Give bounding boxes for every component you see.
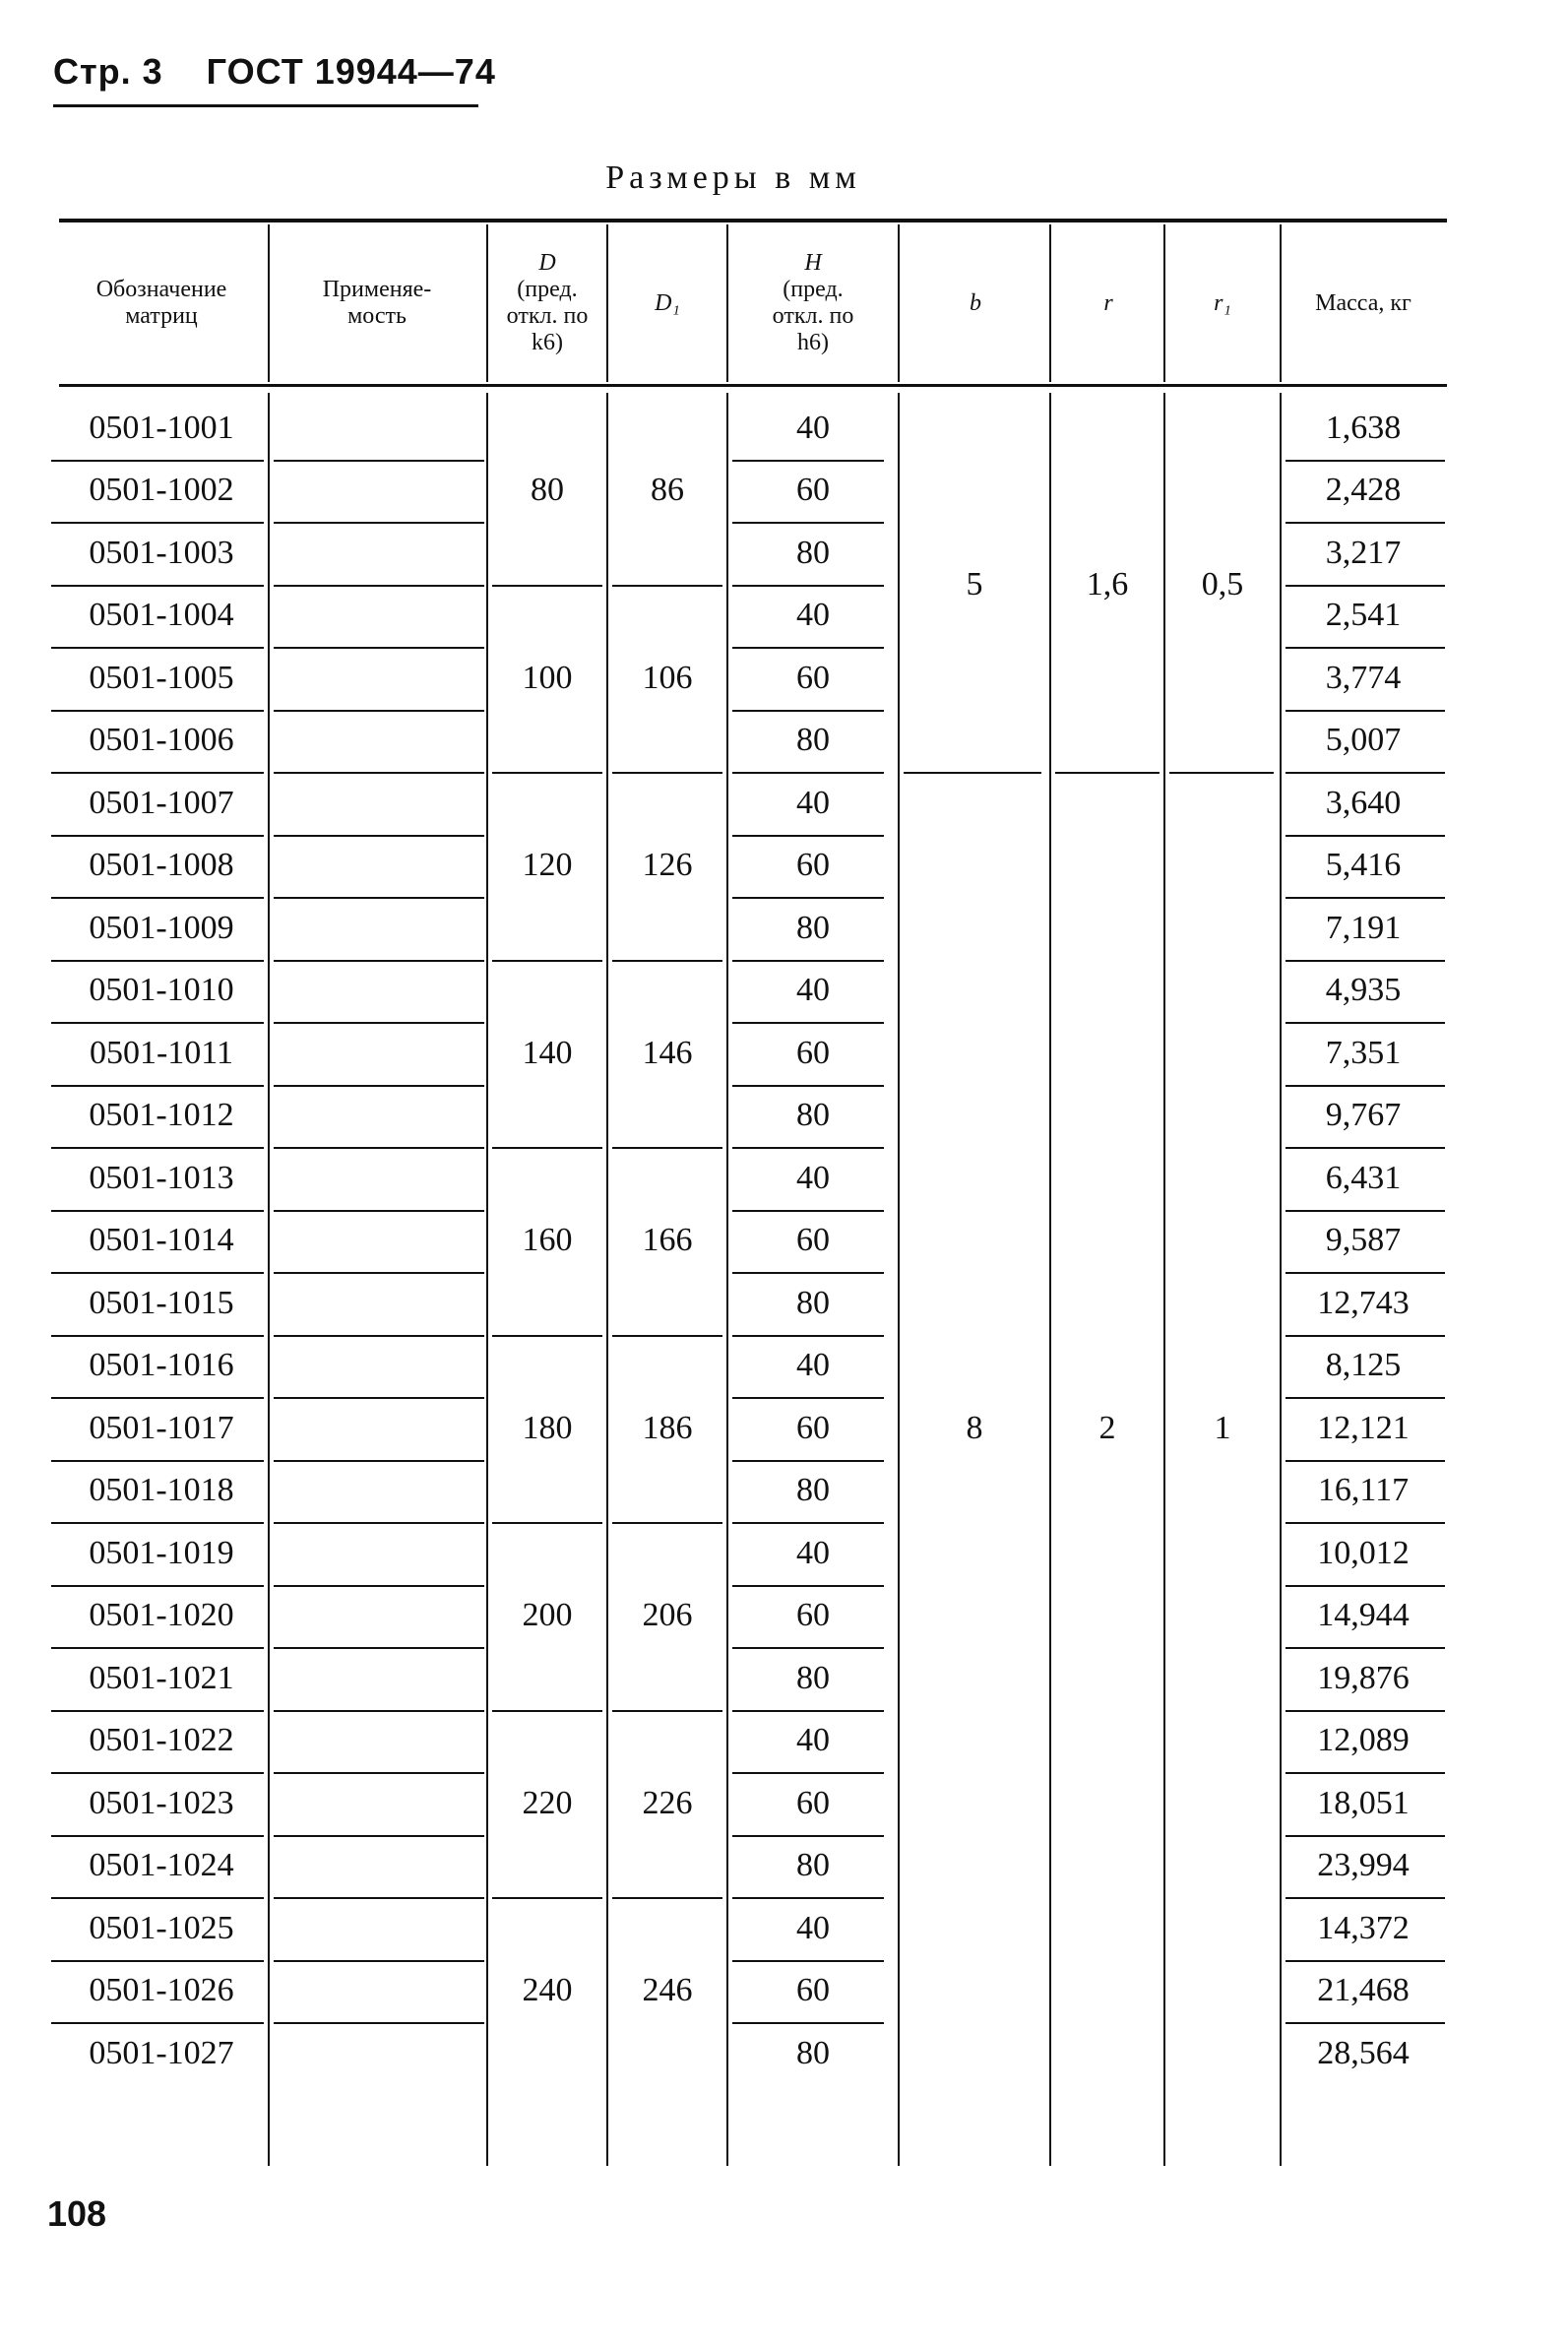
row-rule <box>274 460 484 462</box>
group-d1: 246 <box>642 1972 693 2009</box>
group-d: 80 <box>531 472 564 509</box>
row-designation: 0501-1025 <box>89 1909 234 1946</box>
page-label: Стр. 3 <box>53 51 163 92</box>
row-h: 40 <box>796 1534 830 1571</box>
row-mass: 28,564 <box>1317 2034 1410 2071</box>
col-mass: Масса, кг <box>1315 289 1411 316</box>
row-rule <box>274 1897 484 1899</box>
row-h: 80 <box>796 1284 830 1321</box>
row-rule <box>274 647 484 649</box>
row-mass: 16,117 <box>1317 1472 1410 1509</box>
group-d1: 146 <box>642 1034 693 1071</box>
row-h: 40 <box>796 1909 830 1946</box>
row-rule <box>274 1460 484 1462</box>
units-caption: Размеры в мм <box>605 159 861 196</box>
row-mass: 5,416 <box>1325 847 1402 884</box>
row-designation: 0501-1013 <box>89 1159 234 1196</box>
row-h: 80 <box>796 1659 830 1696</box>
group-r1: 1 <box>1214 1409 1231 1446</box>
row-mass: 7,351 <box>1325 1034 1402 1071</box>
row-mass: 9,767 <box>1325 1097 1402 1134</box>
group-d: 180 <box>522 1409 573 1446</box>
row-designation: 0501-1020 <box>89 1597 234 1634</box>
group-d: 140 <box>522 1034 573 1071</box>
row-rule <box>274 1210 484 1212</box>
row-h: 60 <box>796 659 830 696</box>
row-designation: 0501-1015 <box>89 1284 234 1321</box>
row-designation: 0501-1021 <box>89 1659 234 1696</box>
row-rule <box>274 1397 484 1399</box>
row-designation: 0501-1019 <box>89 1534 234 1571</box>
column-divider <box>268 224 270 382</box>
group-d1: 166 <box>642 1222 693 1259</box>
header-underline <box>53 104 478 107</box>
row-designation: 0501-1003 <box>89 534 234 571</box>
row-designation: 0501-1009 <box>89 909 234 946</box>
group-d: 200 <box>522 1597 573 1634</box>
row-rule <box>274 1647 484 1649</box>
column-divider <box>606 224 608 382</box>
row-designation: 0501-1005 <box>89 659 234 696</box>
row-rule <box>274 585 484 587</box>
group-d1: 226 <box>642 1784 693 1821</box>
row-designation: 0501-1016 <box>89 1347 234 1384</box>
col-designation: Обозначение матриц <box>95 277 227 329</box>
row-rule <box>274 1147 484 1149</box>
table-top-rule <box>59 219 1447 222</box>
group-d1: 86 <box>651 472 684 509</box>
row-mass: 21,468 <box>1317 1972 1410 2009</box>
col-h: H (пред. откл. по h6) <box>772 250 854 355</box>
group-d1: 106 <box>642 659 693 696</box>
row-rule <box>274 1522 484 1524</box>
row-rule <box>274 1272 484 1274</box>
page-header <box>53 51 496 93</box>
row-rule <box>274 1585 484 1587</box>
row-mass: 9,587 <box>1325 1222 1402 1259</box>
column-divider <box>1049 224 1051 382</box>
row-designation: 0501-1007 <box>89 784 234 821</box>
row-rule <box>274 522 484 524</box>
row-mass: 2,428 <box>1325 472 1402 509</box>
row-h: 60 <box>796 1034 830 1071</box>
group-d1: 206 <box>642 1597 693 1634</box>
col-r1: r₁ <box>1214 289 1231 316</box>
row-mass: 3,217 <box>1325 534 1402 571</box>
column-divider <box>726 224 728 382</box>
group-d: 160 <box>522 1222 573 1259</box>
row-rule <box>274 2022 484 2024</box>
row-h: 80 <box>796 2034 830 2071</box>
row-mass: 3,774 <box>1325 659 1402 696</box>
row-designation: 0501-1018 <box>89 1472 234 1509</box>
row-mass: 7,191 <box>1325 909 1402 946</box>
col-b: b <box>970 289 981 316</box>
row-h: 60 <box>796 1784 830 1821</box>
row-designation: 0501-1006 <box>89 722 234 759</box>
row-designation: 0501-1024 <box>89 1847 234 1884</box>
row-rule <box>274 1085 484 1087</box>
row-mass: 12,121 <box>1317 1409 1410 1446</box>
page-number: 108 <box>47 2193 107 2234</box>
row-rule <box>274 1772 484 1774</box>
row-designation: 0501-1027 <box>89 2034 234 2071</box>
row-rule <box>274 1710 484 1712</box>
row-designation: 0501-1012 <box>89 1097 234 1134</box>
group-d1: 186 <box>642 1409 693 1446</box>
row-rule <box>274 1835 484 1837</box>
row-h: 80 <box>796 722 830 759</box>
row-mass: 5,007 <box>1325 722 1402 759</box>
row-mass: 1,638 <box>1325 409 1402 446</box>
row-h: 60 <box>796 472 830 509</box>
row-designation: 0501-1017 <box>89 1409 234 1446</box>
row-rule <box>274 1022 484 1024</box>
row-mass: 4,935 <box>1325 972 1402 1009</box>
row-designation: 0501-1022 <box>89 1722 234 1759</box>
row-mass: 12,089 <box>1317 1722 1410 1759</box>
row-h: 80 <box>796 1472 830 1509</box>
col-d: D (пред. откл. по k6) <box>506 250 589 355</box>
row-designation: 0501-1026 <box>89 1972 234 2009</box>
row-rule <box>274 1960 484 1962</box>
column-divider <box>1163 224 1165 382</box>
row-h: 80 <box>796 534 830 571</box>
row-designation: 0501-1002 <box>89 472 234 509</box>
row-h: 60 <box>796 1972 830 2009</box>
row-h: 40 <box>796 597 830 634</box>
row-h: 40 <box>796 784 830 821</box>
row-rule <box>274 710 484 712</box>
row-designation: 0501-1023 <box>89 1784 234 1821</box>
row-h: 80 <box>796 1847 830 1884</box>
row-mass: 10,012 <box>1317 1534 1410 1571</box>
row-mass: 6,431 <box>1325 1159 1402 1196</box>
row-designation: 0501-1010 <box>89 972 234 1009</box>
col-applicability: Применяе-мость <box>322 277 432 329</box>
col-d1: D₁ <box>655 289 680 316</box>
row-mass: 14,372 <box>1317 1909 1410 1946</box>
column-divider <box>1280 224 1282 382</box>
group-d: 220 <box>522 1784 573 1821</box>
standard-label: ГОСТ 19944—74 <box>206 51 496 92</box>
row-h: 80 <box>796 1097 830 1134</box>
column-divider <box>486 224 488 382</box>
group-r: 2 <box>1098 1409 1116 1446</box>
row-h: 60 <box>796 1222 830 1259</box>
row-h: 80 <box>796 909 830 946</box>
row-h: 40 <box>796 972 830 1009</box>
row-mass: 18,051 <box>1317 1784 1410 1821</box>
column-divider <box>898 224 900 382</box>
column-divider <box>268 393 270 2166</box>
row-mass: 12,743 <box>1317 1284 1410 1321</box>
group-b: 8 <box>966 1409 983 1446</box>
table-head-rule <box>59 384 1447 387</box>
row-h: 60 <box>796 1597 830 1634</box>
row-h: 60 <box>796 847 830 884</box>
group-b: 5 <box>966 565 983 603</box>
row-designation: 0501-1014 <box>89 1222 234 1259</box>
row-designation: 0501-1011 <box>89 1034 234 1071</box>
row-mass: 14,944 <box>1317 1597 1410 1634</box>
row-designation: 0501-1004 <box>89 597 234 634</box>
row-h: 40 <box>796 1159 830 1196</box>
row-mass: 2,541 <box>1325 597 1402 634</box>
group-d: 240 <box>522 1972 573 2009</box>
row-rule <box>274 1335 484 1337</box>
row-designation: 0501-1001 <box>89 409 234 446</box>
row-mass: 19,876 <box>1317 1659 1410 1696</box>
row-mass: 3,640 <box>1325 784 1402 821</box>
group-r: 1,6 <box>1086 565 1129 603</box>
row-rule <box>274 835 484 837</box>
group-d: 100 <box>522 659 573 696</box>
row-h: 40 <box>796 409 830 446</box>
group-r1: 0,5 <box>1201 565 1244 603</box>
col-r: r <box>1103 289 1113 316</box>
row-rule <box>274 960 484 962</box>
row-designation: 0501-1008 <box>89 847 234 884</box>
group-d1: 126 <box>642 847 693 884</box>
row-h: 40 <box>796 1722 830 1759</box>
row-rule <box>274 772 484 774</box>
row-h: 40 <box>796 1347 830 1384</box>
row-h: 60 <box>796 1409 830 1446</box>
row-mass: 8,125 <box>1325 1347 1402 1384</box>
row-rule <box>274 897 484 899</box>
row-mass: 23,994 <box>1317 1847 1410 1884</box>
group-d: 120 <box>522 847 573 884</box>
